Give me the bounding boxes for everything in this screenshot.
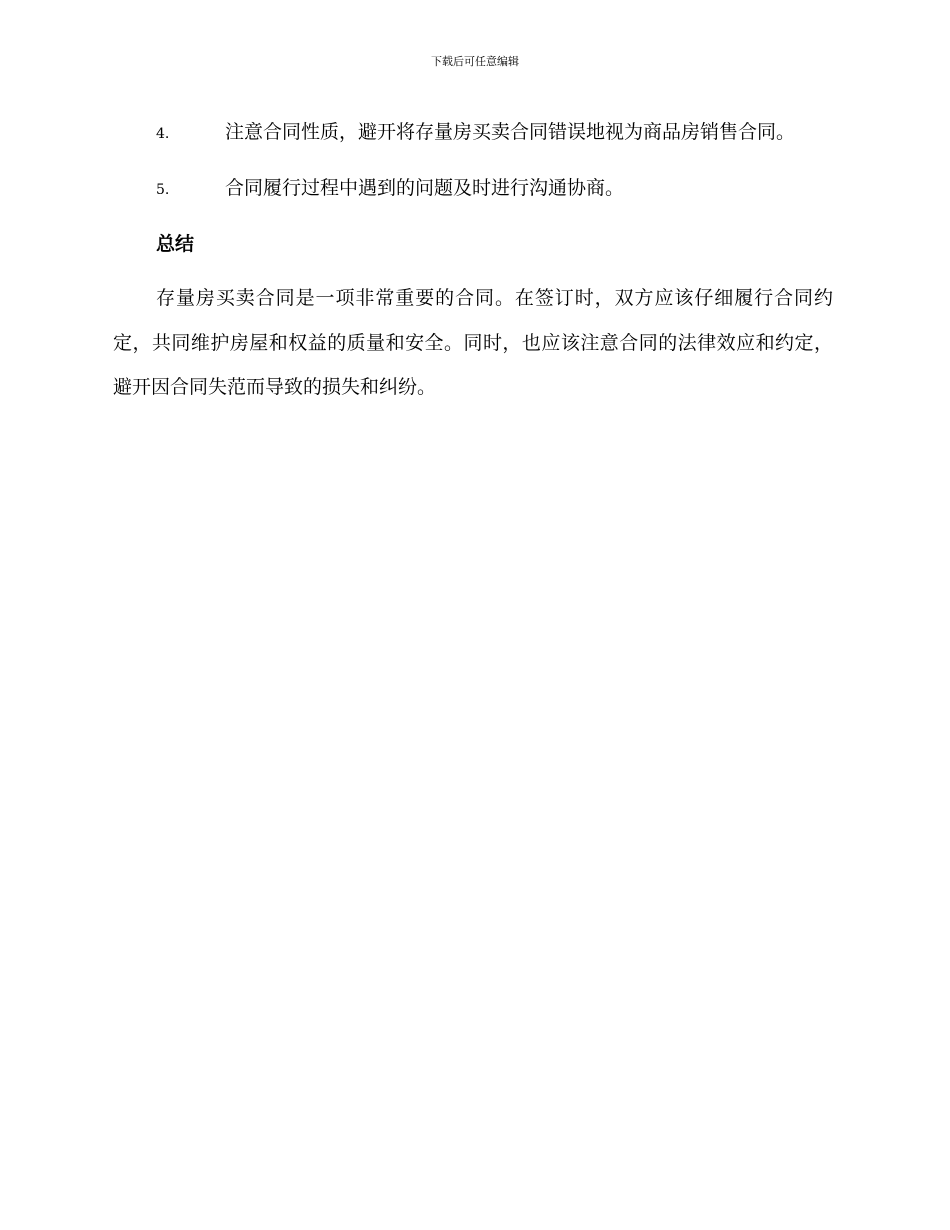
list-item-5 <box>113 166 833 212</box>
list-number: 4. <box>156 126 170 142</box>
list-item-text: 合同履行过程中遇到的问题及时进行沟通协商。 <box>225 177 625 199</box>
document-body <box>113 110 833 410</box>
list-item-text: 注意合同性质，避开将存量房买卖合同错误地视为商品房销售合同。 <box>225 121 796 143</box>
list-item-4 <box>113 110 833 156</box>
page-header: 下载后可任意编辑 <box>431 55 519 68</box>
list-number: 5. <box>156 182 170 198</box>
summary-heading: 总结 <box>156 233 195 255</box>
summary-paragraph: 存量房买卖合同是一项非常重要的合同。在签订时，双方应该仔细履行合同约定，共同维护房屋和权益的质量和安全。同时，也应该注意合同的法律效应和约定，避开因合同失范而导致的损失和纠纷。 <box>113 287 833 398</box>
